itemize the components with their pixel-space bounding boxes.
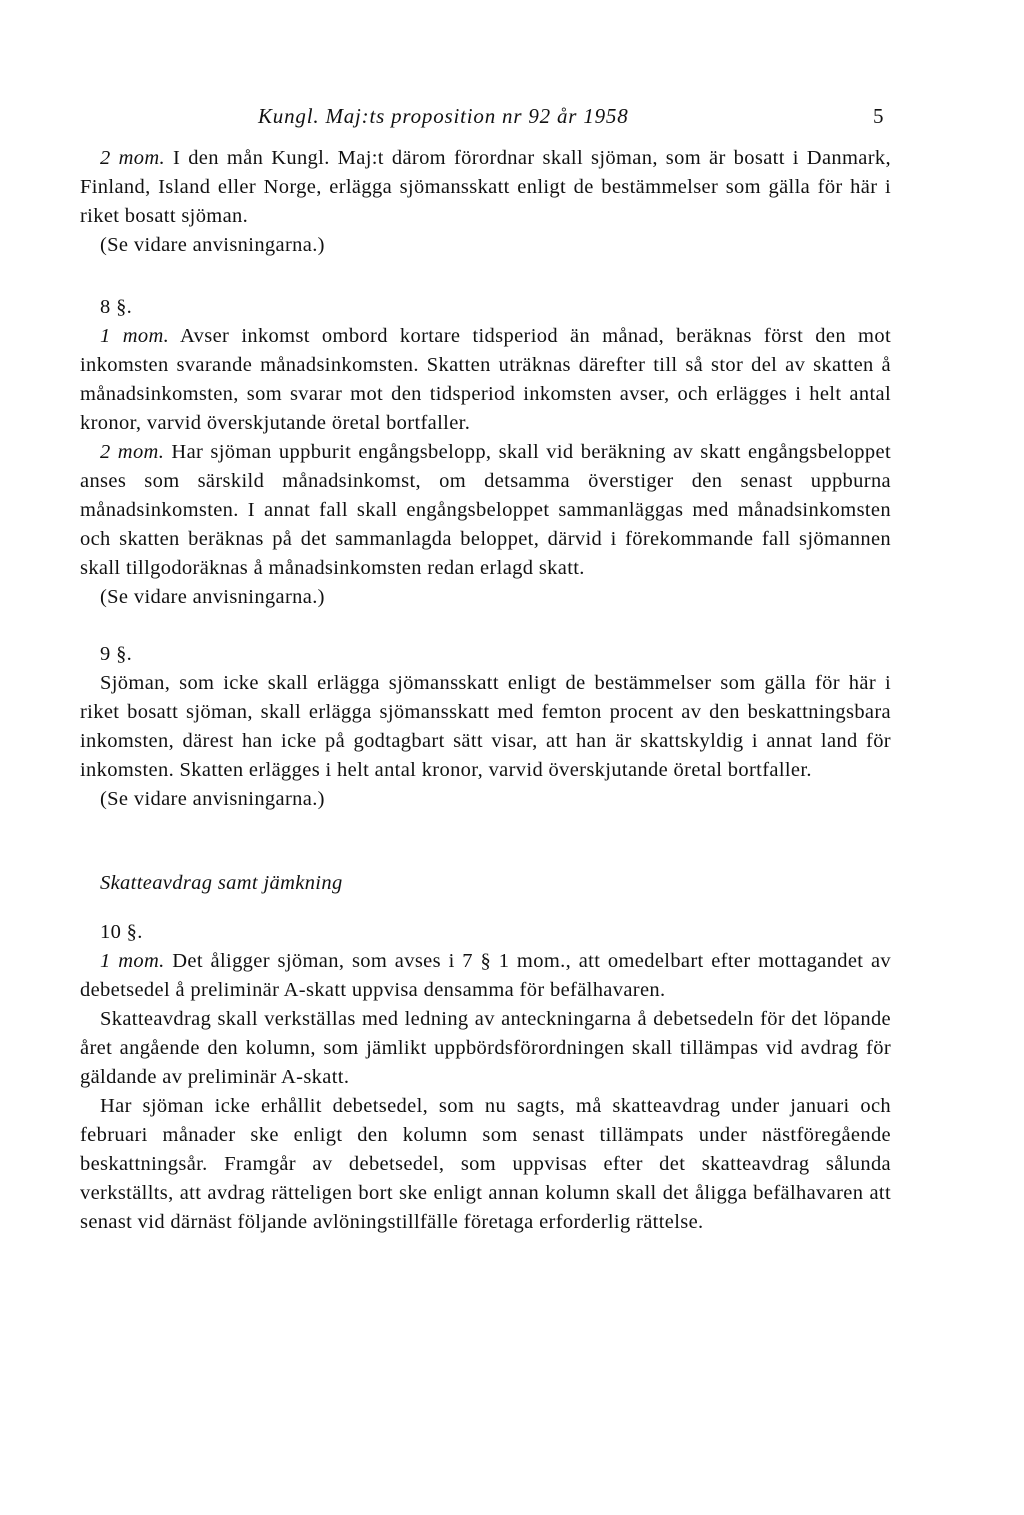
paragraph-text: Det åligger sjöman, som avses i 7 § 1 mom., att omedelbart efter mottagandet av debetsedel å preliminär A-skatt uppvisa densamma för befälhavaren. <box>80 950 891 1001</box>
page-number: 5 <box>873 104 884 128</box>
mom-label: 2 mom. <box>100 441 165 463</box>
mom-label: 2 mom. <box>100 147 165 169</box>
section-9-heading: 9 §. <box>100 643 133 665</box>
reference-note: (Se vidare anvisningarna.) <box>100 586 325 608</box>
section-10-heading: 10 §. <box>100 921 143 943</box>
document-body <box>80 144 891 1237</box>
s10-paragraph-2: Skatteavdrag skall verkställas med ledning av anteckningarna å debetsedeln för det löpande året angående den kolumn, som jämlikt uppbördsförordningen skall tillämpas vid avdrag för gäldande av preliminär A-skatt. <box>80 1008 891 1088</box>
reference-note: (Se vidare anvisningarna.) <box>100 788 325 810</box>
section-8-heading: 8 §. <box>100 296 133 318</box>
s10-mom1-paragraph <box>80 947 891 1005</box>
s7-mom2-paragraph <box>80 144 891 231</box>
header-title: Kungl. Maj:ts proposition nr 92 år 1958 <box>258 104 629 128</box>
section-title: Skatteavdrag samt jämkning <box>100 872 343 894</box>
paragraph-text: I den mån Kungl. Maj:t därom förordnar skall sjöman, som är bosatt i Danmark, Finland, Island eller Norge, erlägga sjömansskatt enligt de bestämmelser som gälla för här i riket bosatt sjöman. <box>80 147 891 227</box>
s9-paragraph: Sjöman, som icke skall erlägga sjömansskatt enligt de bestämmelser som gälla för här i riket bosatt sjöman, skall erlägga sjömansskatt med femton procent av den beskattningsbara inkomsten, därest han icke på godtagbart sätt visar, att han är skattskyldig i annat land för inkomsten. Skatten erlägges i helt antal kronor, varvid överskjutande öretal bortfaller. <box>80 672 891 781</box>
reference-note: (Se vidare anvisningarna.) <box>100 234 325 256</box>
page-header <box>0 104 1024 134</box>
s10-paragraph-3: Har sjöman icke erhållit debetsedel, som nu sagts, må skatteavdrag under januari och februari månader ske enligt den kolumn som senast tillämpats under nästföregående beskattningsår. Framgår av debetsedel, som uppvisas efter det skatteavdrag sålunda verkställts, att avdrag rätteligen bort ske enligt annan kolumn skall det åligga befälhavaren att senast vid därnäst följande avlöningstillfälle företaga erforderlig rättelse. <box>80 1095 891 1233</box>
paragraph-text: Avser inkomst ombord kortare tidsperiod än månad, beräknas först den mot inkomsten svarande månadsinkomsten. Skatten uträknas därefter till så stor del av skatten å månadsinkomsten, som svarar mot den tidsperiod inkomsten avser, och erlägges i helt antal kronor, varvid överskjutande öretal bortfaller. <box>80 325 891 434</box>
mom-label: 1 mom. <box>100 325 170 347</box>
paragraph-text: Har sjöman uppburit engångsbelopp, skall vid beräkning av skatt engångsbeloppet anses som särskild månadsinkomst, om detsamma överstiger den senast uppburna månadsinkomsten. I annat fall skall engångsbeloppet sammanläggas med månadsinkomsten och skatten beräknas på det sammanlagda beloppet, därvid i förekommande fall sjömannen skall tillgodoräknas å månadsinkomsten redan erlagd skatt. <box>80 441 891 579</box>
mom-label: 1 mom. <box>100 950 165 972</box>
s8-mom2-paragraph <box>80 438 891 583</box>
s8-mom1-paragraph <box>80 322 891 438</box>
